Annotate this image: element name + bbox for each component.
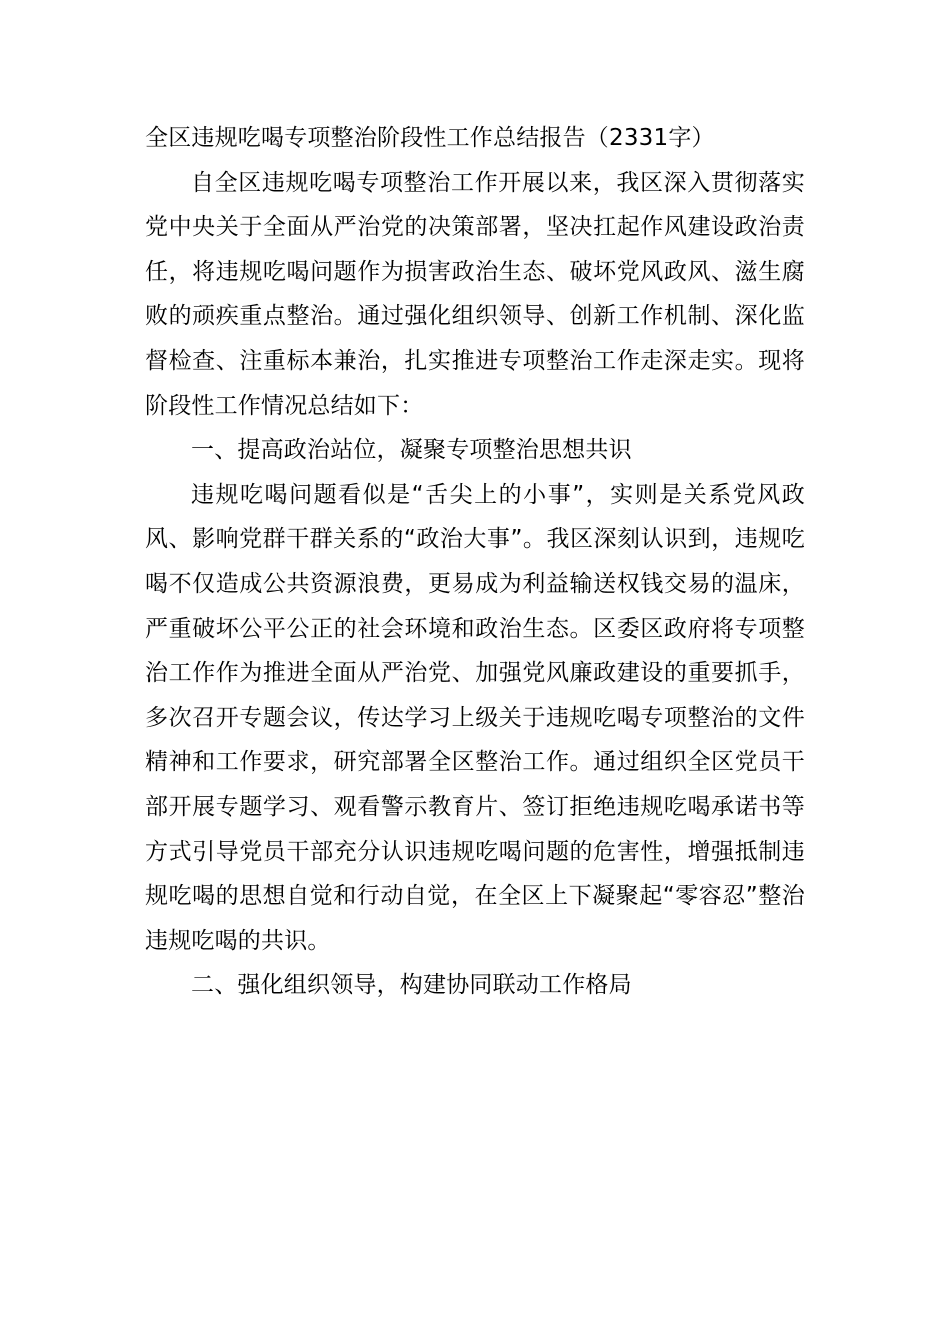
section-heading-2: 二、强化组织领导，构建协同联动工作格局 xyxy=(191,972,632,999)
section-heading-1: 一、提高政治站位，凝聚专项整治思想共识 xyxy=(191,437,632,464)
intro-paragraph: 自全区违规吃喝专项整治工作开展以来，我区深入贯彻落实党中央关于全面从严治党的决策部署，坚决扛起作风建设政治责任，将违规吃喝问题作为损害政治生态、破坏党风政风、滋生腐败的顽疾重点整治。通过强化组织领导、创新工作机制、深化监督检查、注重标本兼治，扎实推进专项整治工作走深走实。现将阶段性工作情况总结如下： xyxy=(145,169,805,419)
document-title: 全区违规吃喝专项整治阶段性工作总结报告（2331字） xyxy=(145,125,715,151)
section-1-paragraph: 违规吃喝问题看似是“舌尖上的小事”，实则是关系党风政风、影响党群干群关系的“政治大事”。我区深刻认识到，违规吃喝不仅造成公共资源浪费，更易成为利益输送权钱交易的温床，严重破坏公平公正的社会环境和政治生态。区委区政府将专项整治工作作为推进全面从严治党、加强党风廉政建设的重要抓手，多次召开专题会议，传达学习上级关于违规吃喝专项整治的文件精神和工作要求，研究部署全区整治工作。通过组织全区党员干部开展专题学习、观看警示教育片、签订拒绝违规吃喝承诺书等方式引导党员干部充分认识违规吃喝问题的危害性，增强抵制违规吃喝的思想自觉和行动自觉，在全区上下凝聚起“零容忍”整治违规吃喝的共识。 xyxy=(145,481,805,954)
document-body xyxy=(145,116,805,1008)
